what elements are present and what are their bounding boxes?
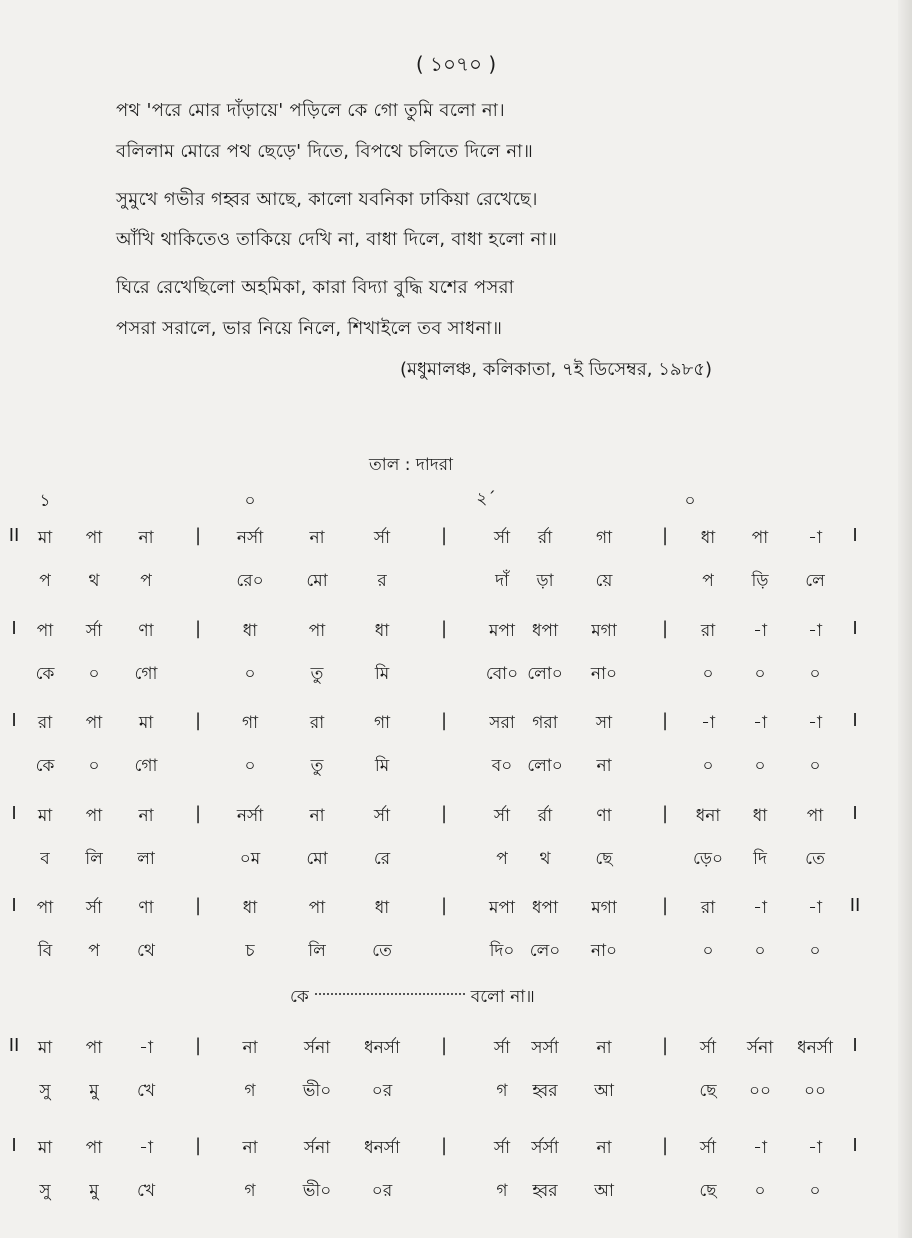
lyric-syllable: ০০ [748, 1081, 772, 1101]
swara-note: পা [308, 898, 326, 918]
swara-note: ধা [242, 621, 258, 641]
lyric-syllable: ০ [809, 664, 821, 684]
swara-note: র্সা [493, 1138, 511, 1158]
swara-note: পা [806, 806, 824, 826]
lyric-syllable: ড়া [536, 571, 554, 591]
lyric-syllable: ভী০ [302, 1081, 332, 1101]
swara-note: -া [753, 1138, 767, 1158]
swara-note: পা [85, 1038, 103, 1058]
lyric-syllable: ০র [371, 1181, 393, 1201]
swara-note: র্সা [85, 621, 103, 641]
swara-note: রা [37, 713, 53, 733]
lyric-syllable: প [702, 571, 714, 591]
swara-note: র্সা [373, 528, 391, 548]
lyric-syllable: ০ [88, 756, 100, 776]
swara-note: র্সা [493, 528, 511, 548]
beat-divider: | [661, 1035, 669, 1056]
beat-divider: | [194, 895, 202, 916]
swara-note: পা [85, 1138, 103, 1158]
lyric-syllable: ০০ [803, 1081, 827, 1101]
lyric-syllable: রে০ [236, 571, 264, 591]
swara-note: রা [700, 621, 716, 641]
taal-mark: ০ [244, 491, 256, 511]
lyric-syllable: গ [244, 1081, 256, 1101]
swara-note: ধপা [532, 898, 558, 918]
row-open-bar: I [11, 803, 17, 824]
swara-note: র্সা [493, 1038, 511, 1058]
lyric-syllable: ০ [809, 941, 821, 961]
swara-note: র্সনা [303, 1038, 331, 1058]
lyric-syllable: তু [310, 756, 324, 776]
lyric-syllable: মো [306, 849, 328, 869]
swara-note: না [596, 1138, 612, 1158]
row-close-bar: I [852, 803, 858, 824]
beat-divider: | [440, 525, 448, 546]
swara-note: র্সা [373, 806, 391, 826]
row-close-bar: I [852, 1135, 858, 1156]
lyric-syllable: থ [539, 849, 551, 869]
swara-note: -া [808, 528, 822, 548]
swara-note: -া [808, 621, 822, 641]
ellipsis-dots [315, 993, 465, 995]
poem-line-6: পসরা সরালে, ভার নিয়ে নিলে, শিখাইলে তব সাধনা॥ [116, 318, 503, 339]
swara-note: ধা [752, 806, 768, 826]
lyric-syllable: মি [374, 664, 390, 684]
swara-note: পা [751, 528, 769, 548]
interlude-start: কে [290, 987, 309, 1007]
swara-note: মা [37, 1138, 53, 1158]
interlude-end: বলো না॥ [470, 987, 535, 1007]
swara-note: মপা [489, 621, 515, 641]
beat-divider: | [194, 1135, 202, 1156]
lyric-syllable: তু [310, 664, 324, 684]
lyric-syllable: থে [137, 941, 155, 961]
beat-divider: | [194, 1035, 202, 1056]
swara-note: পা [85, 528, 103, 548]
lyric-syllable: ০ [244, 756, 256, 776]
swara-note: মগা [591, 898, 617, 918]
lyric-syllable: ০ [88, 664, 100, 684]
poem-line-5: ঘিরে রেখেছিলো অহমিকা, কারা বিদ্যা বুদ্ধি যশের পসরা [116, 277, 515, 298]
lyric-syllable: কে [35, 664, 55, 684]
lyric-syllable: বো০ [485, 664, 519, 684]
swara-note: না [596, 1038, 612, 1058]
lyric-syllable: য়ে [595, 571, 613, 591]
page-edge [898, 0, 912, 1238]
lyric-syllable: চ [245, 941, 255, 961]
lyric-syllable: দি [753, 849, 767, 869]
swara-note: মপা [489, 898, 515, 918]
beat-divider: | [194, 710, 202, 731]
swara-note: গা [373, 713, 391, 733]
lyric-syllable: সু [39, 1081, 51, 1101]
taal-mark: ২´ [476, 489, 496, 509]
swara-note: সর্সা [531, 1038, 559, 1058]
lyric-syllable: সু [39, 1181, 51, 1201]
lyric-syllable: থ [88, 571, 100, 591]
lyric-syllable: লে০ [529, 941, 561, 961]
lyric-syllable: ০ [809, 756, 821, 776]
swara-note: সা [595, 713, 613, 733]
swara-note: -া [753, 621, 767, 641]
swara-note: -া [808, 898, 822, 918]
row-close-bar: I [852, 710, 858, 731]
swara-note: -া [808, 1138, 822, 1158]
lyric-syllable: ০ [702, 664, 714, 684]
lyric-syllable: রে [373, 849, 391, 869]
lyric-syllable: ছে [699, 1181, 717, 1201]
lyric-syllable: প [88, 941, 100, 961]
lyric-syllable: মু [89, 1081, 99, 1101]
swara-note: না [138, 528, 154, 548]
lyric-syllable: মি [374, 756, 390, 776]
swara-note: র্সা [493, 806, 511, 826]
beat-divider: | [194, 525, 202, 546]
swara-note: ধা [242, 898, 258, 918]
swara-note: র্সনা [746, 1038, 774, 1058]
swara-note: ণা [138, 621, 154, 641]
lyric-syllable: গ [496, 1181, 508, 1201]
swara-note: রা [309, 713, 325, 733]
beat-divider: | [440, 1035, 448, 1056]
lyric-syllable: ০ [754, 756, 766, 776]
swara-note: র্রা [537, 528, 553, 548]
lyric-syllable: ব০ [491, 756, 513, 776]
swara-note: গা [241, 713, 259, 733]
lyric-syllable: ০ [754, 664, 766, 684]
lyric-syllable: আ [594, 1081, 614, 1101]
row-open-bar: II [8, 525, 20, 546]
lyric-syllable: না০ [590, 664, 618, 684]
beat-divider: | [440, 895, 448, 916]
swara-note: -া [808, 713, 822, 733]
beat-divider: | [194, 803, 202, 824]
swara-note: মা [37, 528, 53, 548]
lyric-syllable: গ [496, 1081, 508, 1101]
row-close-bar: I [852, 525, 858, 546]
swara-note: র্রা [537, 806, 553, 826]
row-close-bar: I [852, 1035, 858, 1056]
lyric-syllable: র [377, 571, 387, 591]
swara-note: মা [138, 713, 154, 733]
swara-note: ধনর্সা [797, 1038, 833, 1058]
swara-note: না [138, 806, 154, 826]
swara-note: পা [36, 621, 54, 641]
lyric-syllable: তে [805, 849, 825, 869]
row-open-bar: II [8, 1035, 20, 1056]
taal-heading: তাল : দাদরা [369, 455, 453, 475]
lyric-syllable: দাঁ [495, 571, 509, 591]
beat-divider: | [440, 1135, 448, 1156]
swara-note: নর্সা [236, 806, 264, 826]
swara-note: না [242, 1138, 258, 1158]
swara-note: ধপা [532, 621, 558, 641]
lyric-syllable: লি [308, 941, 326, 961]
page-number: ( ১০৭০ ) [415, 52, 497, 76]
beat-divider: | [661, 803, 669, 824]
lyric-syllable: লি [85, 849, 103, 869]
swara-note: -া [139, 1038, 153, 1058]
lyric-syllable: আ [594, 1181, 614, 1201]
lyric-syllable: লো০ [527, 756, 563, 776]
lyric-syllable: না০ [590, 941, 618, 961]
swara-note: -া [701, 713, 715, 733]
beat-divider: | [440, 803, 448, 824]
swara-note: ধা [374, 621, 390, 641]
swara-note: মা [37, 1038, 53, 1058]
swara-note: র্সা [699, 1138, 717, 1158]
lyric-syllable: গো [134, 664, 158, 684]
row-close-bar: I [852, 618, 858, 639]
lyric-syllable: হ্বর [532, 1081, 558, 1101]
poem-line-3: সুমুখে গভীর গহ্বর আছে, কালো যবনিকা ঢাকিয়া রেখেছে। [116, 189, 538, 210]
swara-note: ধনর্সা [364, 1138, 400, 1158]
lyric-syllable: ০ [809, 1181, 821, 1201]
lyric-syllable: তে [372, 941, 392, 961]
beat-divider: | [661, 525, 669, 546]
swara-note: র্সনা [303, 1138, 331, 1158]
lyric-syllable: ০ম [239, 849, 261, 869]
beat-divider: | [440, 618, 448, 639]
lyric-syllable: ব [40, 849, 50, 869]
lyric-syllable: ছে [699, 1081, 717, 1101]
row-open-bar: I [11, 1135, 17, 1156]
row-open-bar: I [11, 710, 17, 731]
lyric-syllable: লা [137, 849, 155, 869]
lyric-syllable: খে [136, 1081, 156, 1101]
swara-note: ধনর্সা [364, 1038, 400, 1058]
lyric-syllable: ০ [702, 756, 714, 776]
lyric-syllable: বি [37, 941, 53, 961]
swara-note: ণা [596, 806, 612, 826]
swara-note: মগা [591, 621, 617, 641]
lyric-syllable: মো [306, 571, 328, 591]
swara-note: পা [85, 806, 103, 826]
taal-mark: ০ [684, 491, 696, 511]
taal-mark: ১ [39, 491, 51, 511]
poem-line-1: পথ 'পরে মোর দাঁড়ায়ে' পড়িলে কে গো তুমি বলো না। [116, 100, 505, 121]
lyric-syllable: লো০ [527, 664, 563, 684]
poem-line-4: আঁখি থাকিতেও তাকিয়ে দেখি না, বাধা দিলে, বাধা হলো না॥ [116, 229, 558, 250]
lyric-syllable: খে [136, 1181, 156, 1201]
beat-divider: | [661, 1135, 669, 1156]
swara-note: না [309, 806, 325, 826]
lyric-syllable: গ [244, 1181, 256, 1201]
row-close-bar: II [849, 895, 861, 916]
swara-note: ধনা [695, 806, 721, 826]
swara-note: না [309, 528, 325, 548]
lyric-syllable: না [596, 756, 612, 776]
row-open-bar: I [11, 618, 17, 639]
swara-note: গা [595, 528, 613, 548]
beat-divider: | [661, 710, 669, 731]
interlude-line [290, 984, 535, 1012]
swara-note: র্সা [699, 1038, 717, 1058]
swara-note: ধা [374, 898, 390, 918]
lyric-syllable: হ্বর [532, 1181, 558, 1201]
row-open-bar: I [11, 895, 17, 916]
lyric-syllable: ড়ি [751, 571, 769, 591]
poem-line-2: বলিলাম মোরে পথ ছেড়ে' দিতে, বিপথে চলিতে দিলে না॥ [116, 141, 534, 162]
swara-note: -া [753, 713, 767, 733]
swara-note: পা [85, 713, 103, 733]
swara-note: পা [308, 621, 326, 641]
lyric-syllable: ভী০ [302, 1181, 332, 1201]
swara-note: পা [36, 898, 54, 918]
beat-divider: | [661, 618, 669, 639]
swara-note: মা [37, 806, 53, 826]
beat-divider: | [194, 618, 202, 639]
swara-note: ণা [138, 898, 154, 918]
lyric-syllable: ০ [244, 664, 256, 684]
lyric-syllable: ড়ে০ [692, 849, 724, 869]
beat-divider: | [440, 710, 448, 731]
lyric-syllable: ছে [595, 849, 613, 869]
swara-note: -া [753, 898, 767, 918]
lyric-syllable: কে [35, 756, 55, 776]
lyric-syllable: ০ [754, 941, 766, 961]
swara-note: না [242, 1038, 258, 1058]
swara-note: রা [700, 898, 716, 918]
lyric-syllable: প [39, 571, 51, 591]
swara-note: ধা [700, 528, 716, 548]
lyric-syllable: ০ [702, 941, 714, 961]
lyric-syllable: ০র [371, 1081, 393, 1101]
swara-note: র্সা [85, 898, 103, 918]
swara-note: নর্সা [236, 528, 264, 548]
lyric-syllable: মু [89, 1181, 99, 1201]
swara-note: -া [139, 1138, 153, 1158]
swara-note: সরা [489, 713, 515, 733]
lyric-syllable: গো [134, 756, 158, 776]
beat-divider: | [661, 895, 669, 916]
lyric-syllable: ০ [754, 1181, 766, 1201]
lyric-syllable: দি০ [489, 941, 515, 961]
swara-note: গরা [532, 713, 558, 733]
swara-note: র্সর্সা [531, 1138, 559, 1158]
lyric-syllable: প [140, 571, 152, 591]
lyric-syllable: প [496, 849, 508, 869]
source-citation: (মধুমালঞ্চ, কলিকাতা, ৭ই ডিসেম্বর, ১৯৮৫) [399, 359, 712, 380]
lyric-syllable: লে [805, 571, 825, 591]
